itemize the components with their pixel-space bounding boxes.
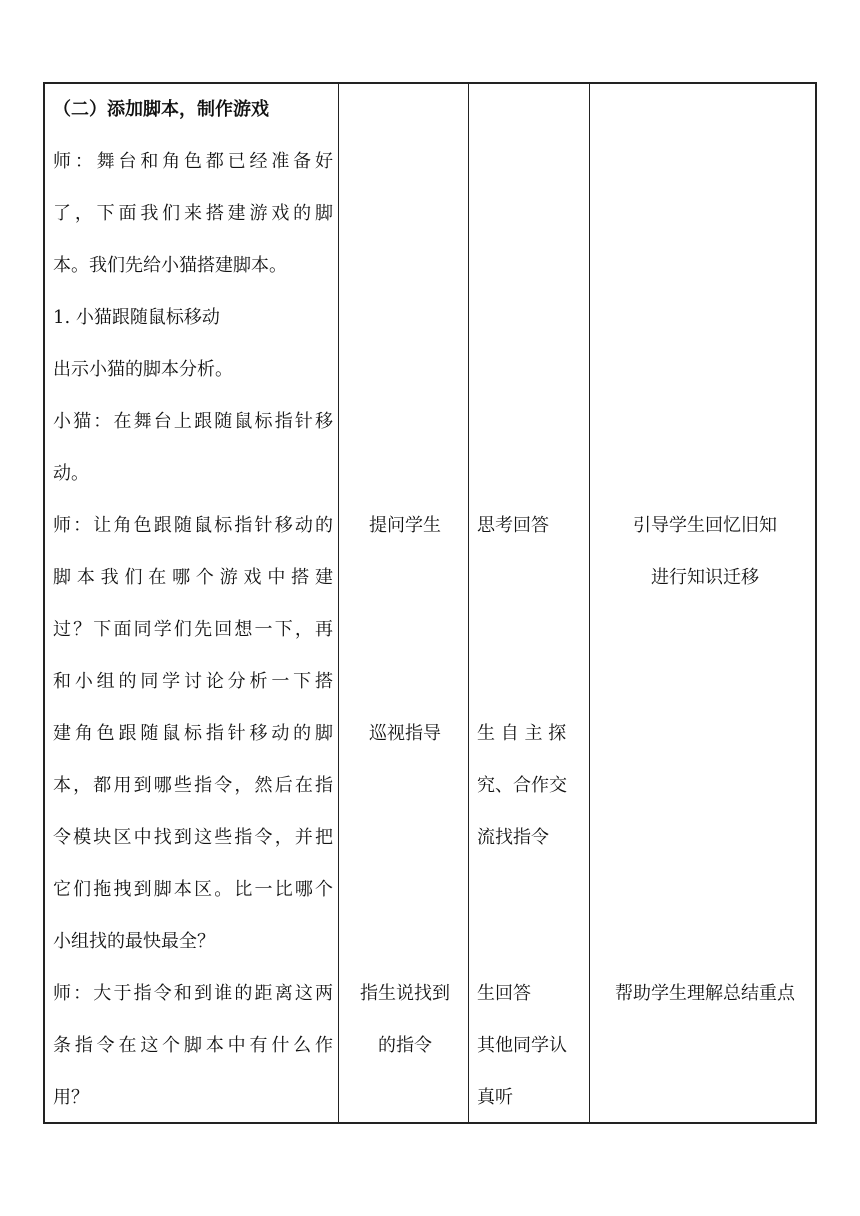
content-line: 师：舞台和角色都已经准备好 xyxy=(53,151,333,172)
teacher-activity-text: 的指令 xyxy=(378,1035,432,1056)
student-activity-cell xyxy=(477,500,589,552)
student-activity-text: 究、合作交 xyxy=(477,775,567,796)
teacher-activity-text: 提问学生 xyxy=(369,515,441,536)
column-divider xyxy=(589,84,590,1122)
content-line: 条指令在这个脚本中有什么作 xyxy=(53,1035,333,1056)
lesson-plan-table xyxy=(43,82,817,1124)
student-activity-text: 真听 xyxy=(477,1087,513,1108)
teacher-activity-cell xyxy=(340,708,470,760)
student-activity-text: 流找指令 xyxy=(477,827,549,848)
content-line: 了，下面我们来搭建游戏的脚 xyxy=(53,203,333,224)
student-activity-text: 其他同学认 xyxy=(477,1035,567,1056)
teacher-activity-text: 巡视指导 xyxy=(369,723,441,744)
content-line: 和小组的同学讨论分析一下搭 xyxy=(53,671,333,692)
design-intent-text: 引导学生回忆旧知 xyxy=(633,515,777,536)
teaching-content-column xyxy=(53,84,333,1124)
student-activity-text: 生回答 xyxy=(477,983,531,1004)
content-line: 脚本我们在哪个游戏中搭建 xyxy=(53,567,333,588)
student-activity-cell xyxy=(477,708,589,864)
content-line: 建角色跟随鼠标指针移动的脚 xyxy=(53,723,333,744)
content-line: 过？下面同学们先回想一下，再 xyxy=(53,619,333,640)
teacher-activity-cell xyxy=(340,968,470,1072)
section-heading: （二）添加脚本，制作游戏 xyxy=(53,99,269,120)
teacher-activity-text: 指生说找到 xyxy=(360,983,450,1004)
step-heading: 1. 小猫跟随鼠标移动 xyxy=(53,307,220,328)
content-line: 它们拖拽到脚本区。比一比哪个 xyxy=(53,879,333,900)
content-line: 本，都用到哪些指令，然后在指 xyxy=(53,775,333,796)
column-divider xyxy=(338,84,339,1122)
content-line: 出示小猫的脚本分析。 xyxy=(53,359,233,380)
design-intent-cell xyxy=(594,968,816,1020)
student-activity-text: 生 自 主 探 xyxy=(477,723,567,744)
design-intent-cell xyxy=(594,500,816,604)
content-line: 本。我们先给小猫搭建脚本。 xyxy=(53,255,287,276)
design-intent-text: 进行知识迁移 xyxy=(651,567,759,588)
content-line: 令模块区中找到这些指令，并把 xyxy=(53,827,333,848)
design-intent-text: 帮助学生理解总结重点 xyxy=(615,983,795,1004)
teacher-activity-cell xyxy=(340,500,470,552)
column-divider xyxy=(468,84,469,1122)
content-line: 小猫：在舞台上跟随鼠标指针移 xyxy=(53,411,333,432)
student-activity-cell xyxy=(477,968,589,1124)
student-activity-text: 思考回答 xyxy=(477,515,549,536)
content-line: 师：让角色跟随鼠标指针移动的 xyxy=(53,515,333,536)
content-line: 师：大于指令和到谁的距离这两 xyxy=(53,983,333,1004)
content-line: 动。 xyxy=(53,463,89,484)
content-line: 小组找的最快最全？ xyxy=(53,931,215,952)
content-line: 用？ xyxy=(53,1087,89,1108)
